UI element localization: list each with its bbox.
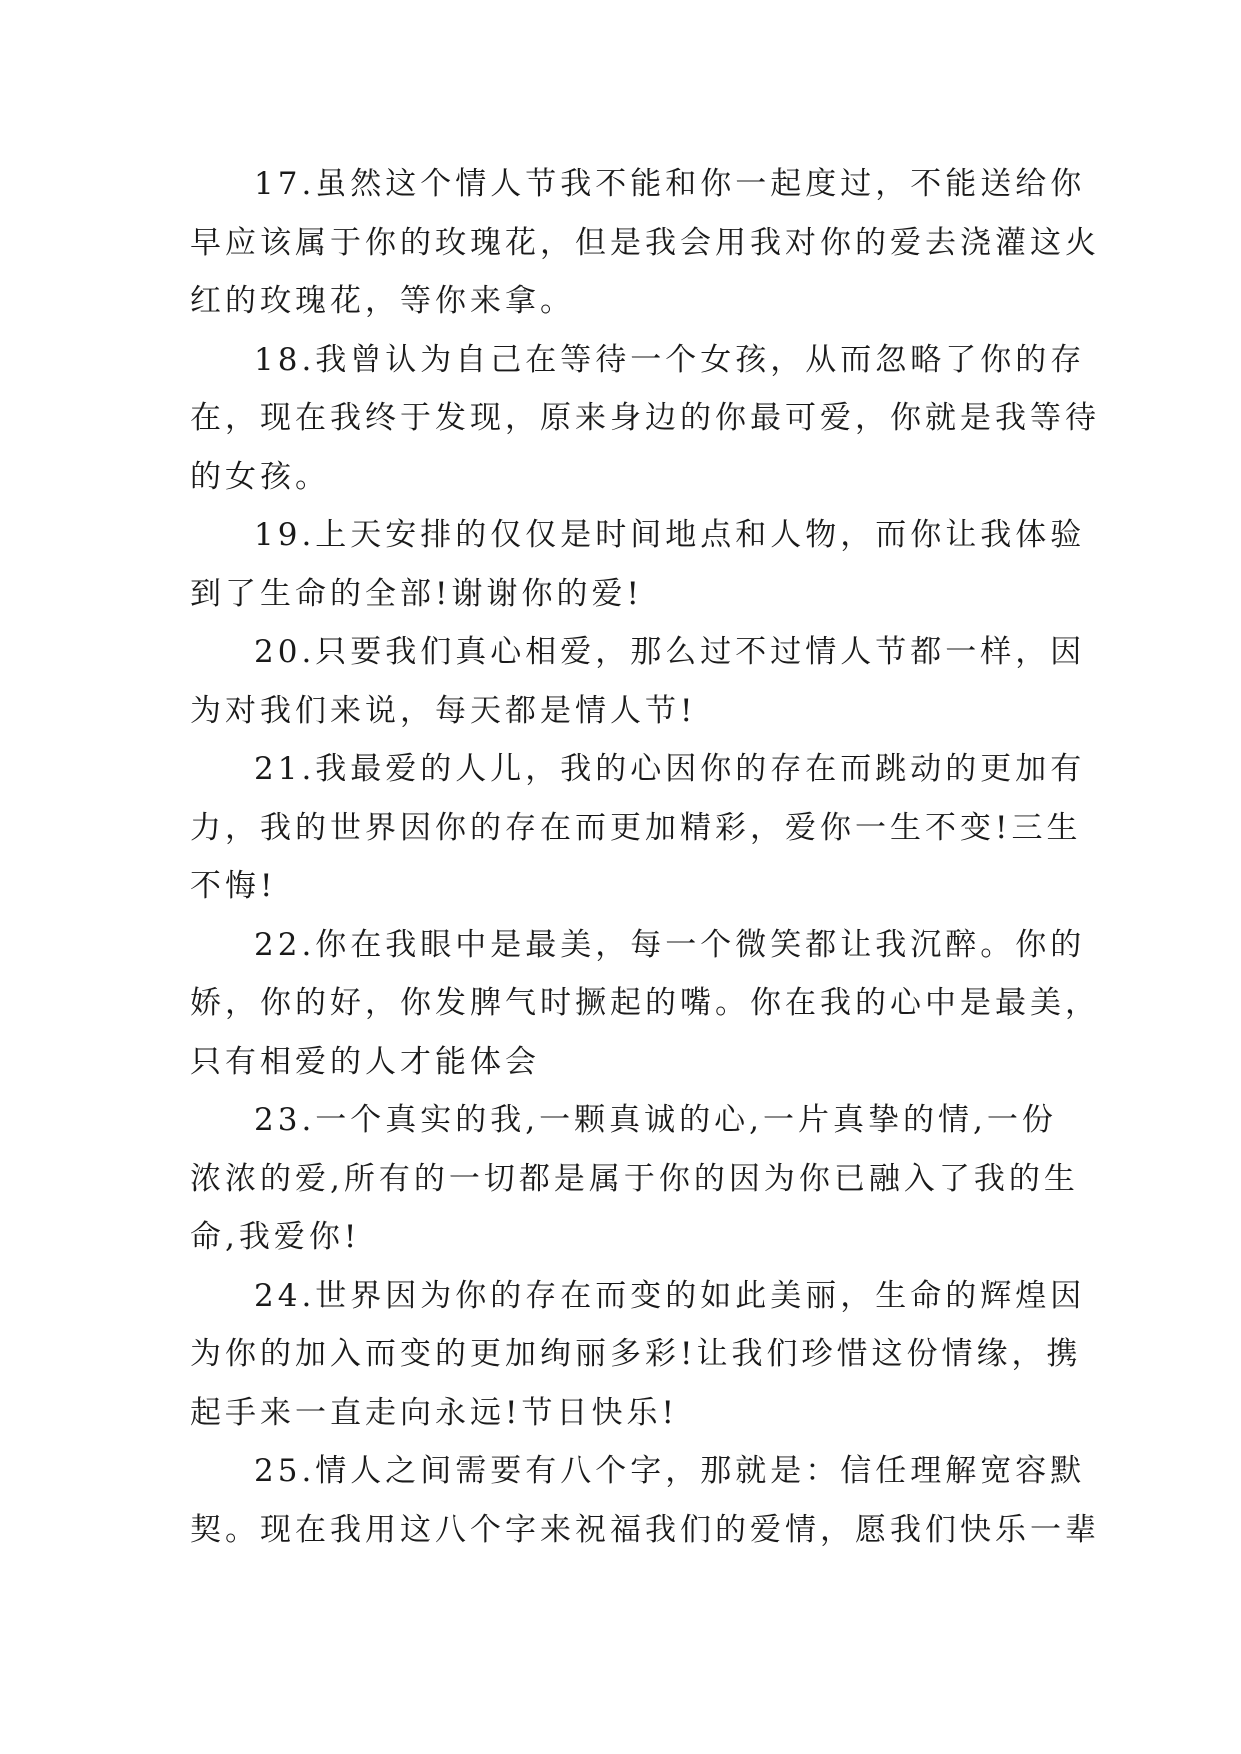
paragraph-24 <box>190 1267 1086 1443</box>
paragraph-line: 18.我曾认为自己在等待一个女孩，从而忽略了你的存 <box>254 341 1086 378</box>
paragraph-20 <box>190 623 1086 740</box>
paragraph-17 <box>190 155 1100 331</box>
paragraph-line: 在，现在我终于发现，原来身边的你最可爱，你就是我等待 <box>190 400 1100 436</box>
paragraph-line: 力，我的世界因你的存在而更加精彩，爱你一生不变!三生 <box>190 809 1082 846</box>
paragraph-line: 为你的加入而变的更加绚丽多彩!让我们珍惜这份情缘，携 <box>190 1336 1082 1372</box>
paragraph-line: 浓浓的爱,所有的一切都是属于你的因为你已融入了我的生 <box>190 1160 1079 1197</box>
paragraph-line: 25.情人之间需要有八个字，那就是：信任理解宽容默 <box>254 1453 1086 1489</box>
paragraph-line: 为对我们来说，每天都是情人节! <box>190 692 697 729</box>
paragraph-19 <box>190 506 1086 623</box>
paragraph-line: 22.你在我眼中是最美，每一个微笑都让我沉醉。你的 <box>254 926 1086 963</box>
paragraph-line: 不悔! <box>190 868 277 904</box>
paragraph-22 <box>190 916 1100 1092</box>
paragraph-line: 到了生命的全部!谢谢你的爱! <box>190 575 643 612</box>
paragraph-line: 20.只要我们真心相爱，那么过不过情人节都一样，因 <box>254 634 1086 670</box>
paragraph-line: 娇，你的好，你发脾气时撅起的嘴。你在我的心中是最美， <box>190 985 1100 1021</box>
paragraph-line: 24.世界因为你的存在而变的如此美丽，生命的辉煌因 <box>254 1277 1086 1314</box>
paragraph-18 <box>190 331 1100 507</box>
paragraph-25 <box>190 1442 1100 1559</box>
paragraph-line: 21.我最爱的人儿，我的心因你的存在而跳动的更加有 <box>254 751 1086 787</box>
paragraph-line: 契。现在我用这八个字来祝福我们的爱情，愿我们快乐一辈 <box>190 1511 1100 1548</box>
paragraph-line: 的女孩。 <box>190 458 330 495</box>
paragraph-line: 只有相爱的人才能体会 <box>190 1043 540 1080</box>
paragraph-line: 19.上天安排的仅仅是时间地点和人物，而你让我体验 <box>254 517 1086 553</box>
paragraph-line: 早应该属于你的玫瑰花，但是我会用我对你的爱去浇灌这火 <box>190 224 1100 261</box>
paragraph-line: 红的玫瑰花，等你来拿。 <box>190 283 575 319</box>
paragraph-line: 起手来一直走向永远!节日快乐! <box>190 1394 678 1431</box>
paragraph-line: 命,我爱你! <box>190 1219 361 1255</box>
document-body <box>190 155 1100 1559</box>
paragraph-21 <box>190 740 1086 916</box>
paragraph-line: 17.虽然这个情人节我不能和你一起度过，不能送给你 <box>254 166 1086 202</box>
paragraph-line: 23.一个真实的我,一颗真诚的心,一片真挚的情,一份 <box>254 1102 1057 1138</box>
paragraph-23 <box>190 1091 1079 1267</box>
